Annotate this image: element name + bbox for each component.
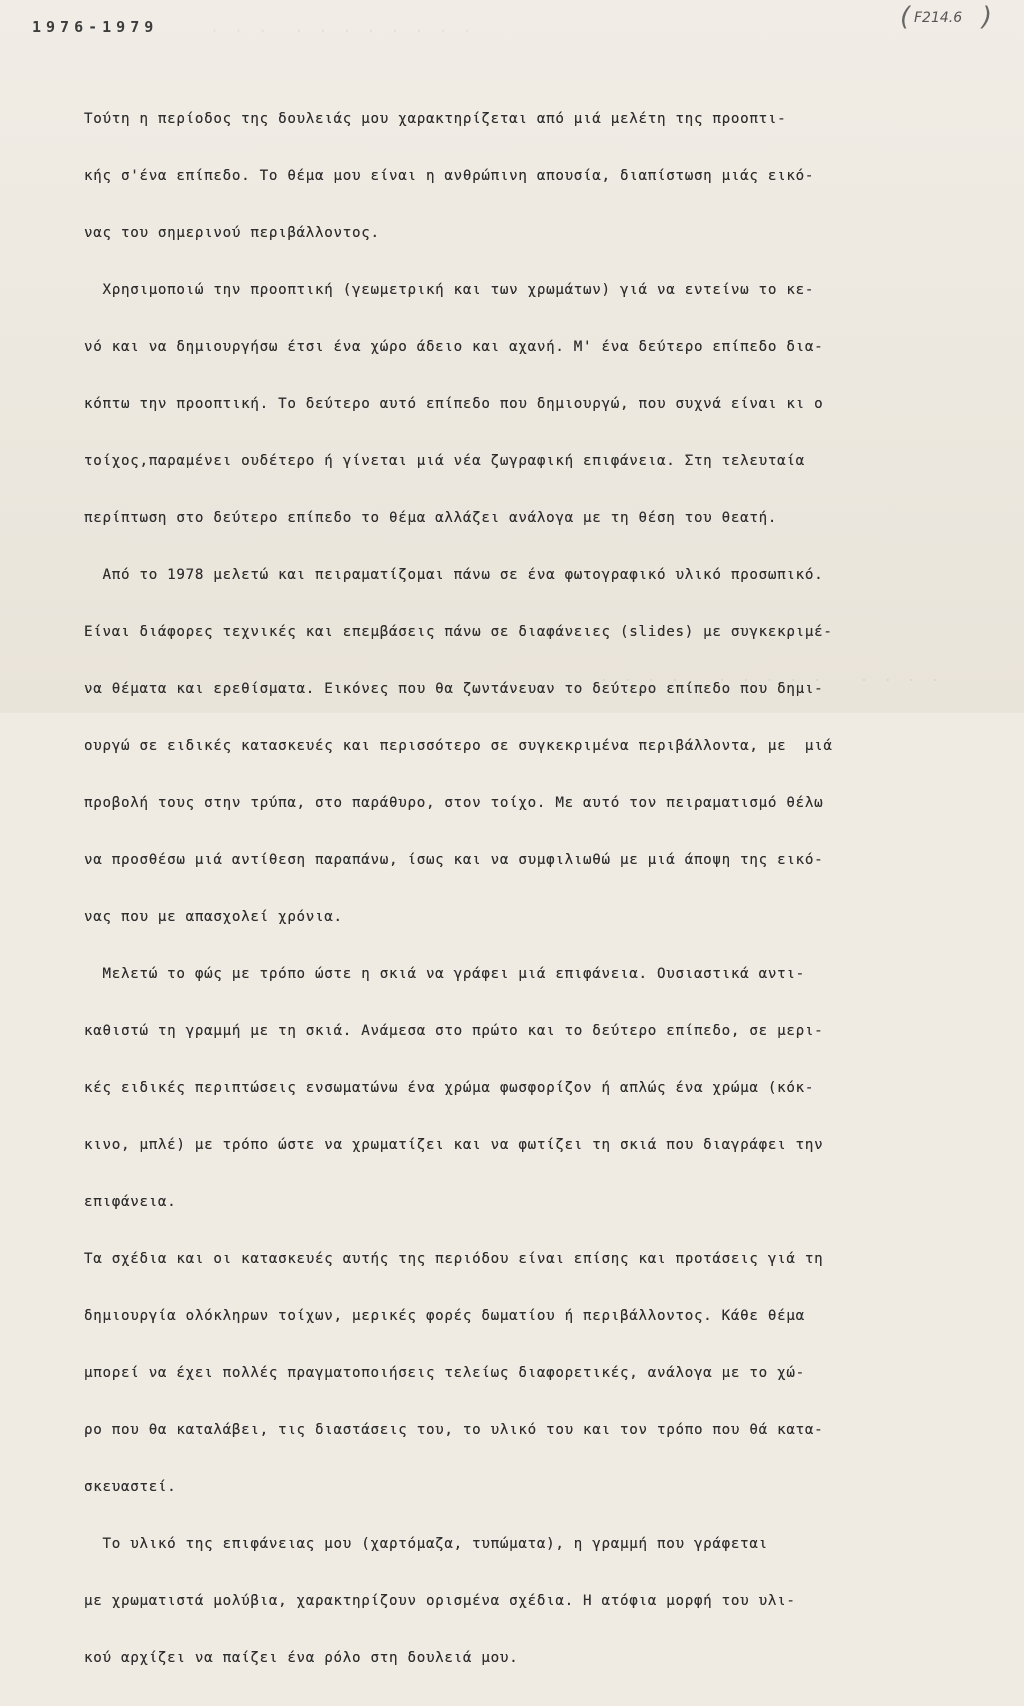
archive-mark (900, 4, 992, 34)
text-line: νό και να δημιουργήσω έτσι ένα χώρο άδειο και αχανή. Μ' ένα δεύτερο επίπεδο δια- (84, 339, 824, 355)
text-line: κινο, μπλέ) με τρόπο ώστε να χρωματίζει και να φωτίζει τη σκιά που διαγράφει την (84, 1137, 824, 1153)
text-line: μπορεί να έχει πολλές πραγματοποιήσεις τελείως διαφορετικές, ανάλογα με το χώ- (84, 1365, 805, 1381)
text-line: προβολή τους στην τρύπα, στο παράθυρο, στον τοίχο. Με αυτό τον πειραματισμό θέλω (84, 795, 824, 811)
text-line: κής σ'ένα επίπεδο. Το θέμα μου είναι η ανθρώπινη απουσία, διαπίστωση μιάς εικό- (84, 168, 815, 184)
typewritten-body (84, 72, 964, 1706)
show-through-text: . . . . . . . . . . . (210, 18, 475, 36)
text-line: Τα σχέδια και οι κατασκευές αυτής της περιόδου είναι επίσης και προτάσεις γιά τη (84, 1251, 824, 1267)
show-through-text: . . . . . . . . . . . . . (600, 670, 943, 685)
bracket-right-icon: ) (981, 2, 992, 32)
text-line: νας του σημερινού περιβάλλοντος. (84, 225, 380, 241)
text-line: κόπτω την προοπτική. Το δεύτερο αυτό επίπεδο που δημιουργώ, που συχνά είναι κι ο (84, 396, 824, 412)
text-line: να προσθέσω μιά αντίθεση παραπάνω, ίσως και να συμφιλιωθώ με μιά άποψη της εικό- (84, 852, 824, 868)
text-line: ουργώ σε ειδικές κατασκευές και περισσότερο σε συγκεκριμένα περιβάλλοντα, με μιά (84, 738, 833, 754)
text-line: Μελετώ το φώς με τρόπο ώστε η σκιά να γράφει μιά επιφάνεια. Ουσιαστικά αντι- (84, 966, 805, 982)
text-line: Είναι διάφορες τεχνικές και επεμβάσεις πάνω σε διαφάνειες (slides) με συγκεκριμέ- (84, 624, 833, 640)
text-line: κές ειδικές περιπτώσεις ενσωματώνω ένα χρώμα φωσφορίζον ή απλώς ένα χρώμα (κόκ- (84, 1080, 815, 1096)
text-line: Από το 1978 μελετώ και πειραματίζομαι πάνω σε ένα φωτογραφικό υλικό προσωπικό. (84, 567, 824, 583)
text-line: επιφάνεια. (84, 1194, 177, 1210)
text-line: Το υλικό της επιφάνειας μου (χαρτόμαζα, τυπώματα), η γραμμή που γράφεται (84, 1536, 768, 1552)
header-date: 1976-1979 (32, 18, 159, 36)
text-line: ρο που θα καταλάβει, τις διαστάσεις του, το υλικό του και τον τρόπο που θά κατα- (84, 1422, 824, 1438)
text-line: Χρησιμοποιώ την προοπτική (γεωμετρική και των χρωμάτων) γιά να εντείνω το κε- (84, 282, 815, 298)
archive-mark-text: F214.6 (914, 10, 963, 26)
text-line: κού αρχίζει να παίζει ένα ρόλο στη δουλειά μου. (84, 1650, 519, 1666)
text-line: με χρωματιστά μολύβια, χαρακτηρίζουν ορισμένα σχέδια. Η ατόφια μορφή του υλι- (84, 1593, 796, 1609)
text-line: να θέματα και ερεθίσματα. Εικόνες που θα ζωντάνευαν το δεύτερο επίπεδο που δημι- (84, 681, 824, 697)
text-line: περίπτωση στο δεύτερο επίπεδο το θέμα αλλάζει ανάλογα με τη θέση του θεατή. (84, 510, 778, 526)
text-line: Τούτη η περίοδος της δουλειάς μου χαρακτηρίζεται από μιά μελέτη της προοπτι- (84, 111, 787, 127)
text-line: δημιουργία ολόκληρων τοίχων, μερικές φορές δωματίου ή περιβάλλοντος. Κάθε θέμα (84, 1308, 805, 1324)
text-line: σκευαστεί. (84, 1479, 177, 1495)
text-line: νας που με απασχολεί χρόνια. (84, 909, 343, 925)
text-line: καθιστώ τη γραμμή με τη σκιά. Ανάμεσα στο πρώτο και το δεύτερο επίπεδο, σε μερι- (84, 1023, 824, 1039)
bracket-left-icon: ( (900, 2, 911, 32)
text-line: τοίχος,παραμένει ουδέτερο ή γίνεται μιά νέα ζωγραφική επιφάνεια. Στη τελευταία (84, 453, 805, 469)
